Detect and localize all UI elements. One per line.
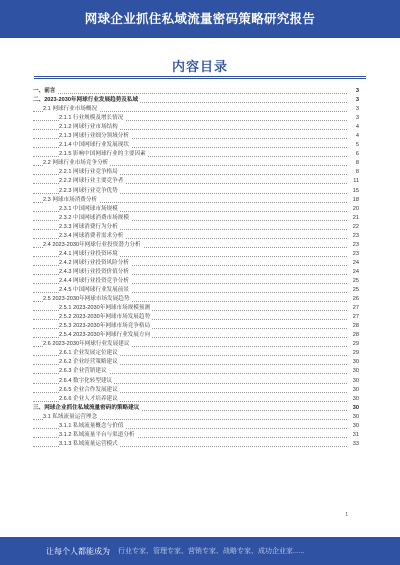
toc-entry-text: 2.1.4 中国网球行业发展现状 xyxy=(59,142,129,149)
toc-entry-page: 23 xyxy=(352,232,359,239)
toc-entry-page: 24 xyxy=(352,268,359,275)
toc-entry-text: 三、网球企业抓住私域流量密码的策略建议 xyxy=(33,404,140,411)
toc-entry-text: 2.5.3 2023-2030年网球市场竞争格局 xyxy=(59,323,151,330)
toc-entry-page: 30 xyxy=(352,377,359,384)
toc-entry[interactable] xyxy=(33,150,359,159)
toc-entry-text: 2.4.4 网球行业投资竞争分析 xyxy=(59,277,129,284)
toc-entry-page: 3 xyxy=(355,115,359,122)
toc-entry-page: 5 xyxy=(355,142,359,149)
toc-entry-text: 2.6.2 企业经营策略建议 xyxy=(59,359,118,366)
toc-entry-page: 31 xyxy=(352,431,359,438)
table-of-contents xyxy=(33,87,359,449)
toc-entry[interactable] xyxy=(33,340,359,349)
toc-entry-text: 2.5.4 2023-2030年网球行业发展方向 xyxy=(59,332,151,339)
toc-entry-text: 2.1.3 网球行业细分领域分析 xyxy=(59,133,129,140)
toc-entry-page: 30 xyxy=(352,359,359,366)
toc-entry-text: 2.3.2 中国网球消费市场规模 xyxy=(59,214,129,221)
toc-entry[interactable] xyxy=(33,123,359,132)
toc-entry-page: 29 xyxy=(352,341,359,348)
toc-entry-text: 2.6.3 企业营销建议 xyxy=(59,368,107,375)
toc-entry[interactable] xyxy=(33,313,359,322)
toc-entry-page: 20 xyxy=(352,205,359,212)
toc-entry-text: 2.4.2 网球行业投资风险分析 xyxy=(59,259,129,266)
toc-entry-text: 2.6.4 数字化转型建议 xyxy=(59,377,113,384)
toc-entry[interactable] xyxy=(33,96,359,105)
toc-entry-text: 2.4.5 中国网球行业发展前景 xyxy=(59,287,129,294)
toc-entry[interactable] xyxy=(33,358,359,367)
toc-entry-page: 30 xyxy=(352,422,359,429)
toc-entry[interactable] xyxy=(33,105,359,114)
toc-entry-page: 30 xyxy=(352,386,359,393)
toc-entry[interactable] xyxy=(33,377,359,386)
toc-entry-text: 二、2023-2030年网球行业发展趋势及私域 xyxy=(33,97,139,104)
toc-entry[interactable] xyxy=(33,87,359,96)
toc-entry-page: 30 xyxy=(352,413,359,420)
toc-entry[interactable] xyxy=(33,268,359,277)
toc-entry[interactable] xyxy=(33,431,359,440)
toc-entry[interactable] xyxy=(33,331,359,340)
toc-entry-page: 3 xyxy=(355,106,359,113)
toc-entry-page: 8 xyxy=(355,160,359,167)
dot-leader xyxy=(33,87,347,94)
toc-entry-page: 8 xyxy=(355,169,359,176)
toc-entry[interactable] xyxy=(33,168,359,177)
toc-entry-text: 2.1.5 影响中国网球行业的主要因素 xyxy=(59,151,146,158)
toc-entry-text: 2.2.3 网球行业竞争优势 xyxy=(59,187,118,194)
toc-entry-page: 25 xyxy=(352,287,359,294)
toc-entry-text: 2.4.1 网球行业投资环境 xyxy=(59,250,118,257)
toc-entry-page: 28 xyxy=(352,332,359,339)
toc-entry-page: 23 xyxy=(352,250,359,257)
toc-entry[interactable] xyxy=(33,295,359,304)
toc-entry-text: 一、前言 xyxy=(33,88,56,94)
toc-entry-page: 24 xyxy=(352,259,359,266)
toc-entry-page: 26 xyxy=(352,296,359,303)
toc-entry[interactable] xyxy=(33,132,359,141)
toc-entry[interactable] xyxy=(33,413,359,422)
toc-entry-text: 3.1.1 私域流量概念与价值 xyxy=(59,422,124,429)
toc-entry[interactable] xyxy=(33,250,359,259)
toc-entry-page: 33 xyxy=(352,440,359,447)
toc-entry[interactable] xyxy=(33,277,359,286)
heading-divider xyxy=(34,76,366,77)
toc-entry-text: 2.6.5 企业合作发展建议 xyxy=(59,386,118,393)
toc-entry[interactable] xyxy=(33,114,359,123)
toc-entry[interactable] xyxy=(33,214,359,223)
toc-entry[interactable] xyxy=(33,304,359,313)
toc-entry-text: 2.3.1 中国网球市场规模 xyxy=(59,205,118,212)
toc-entry-text: 2.1.2 网球行业市场结构 xyxy=(59,124,118,131)
toc-entry-text: 3.1.3 私域流量运营模式 xyxy=(59,440,118,447)
toc-entry-page: 28 xyxy=(352,323,359,330)
page-number: 1 xyxy=(345,512,348,518)
toc-entry-page: 18 xyxy=(352,196,359,203)
toc-entry[interactable] xyxy=(33,177,359,186)
toc-entry-page: 30 xyxy=(352,395,359,402)
toc-entry[interactable] xyxy=(33,187,359,196)
toc-entry[interactable] xyxy=(33,422,359,431)
toc-entry[interactable] xyxy=(33,141,359,150)
toc-entry-text: 2.6 2023-2030年网球行业发展建议 xyxy=(43,341,130,348)
toc-entry[interactable] xyxy=(33,440,359,449)
toc-entry[interactable] xyxy=(33,349,359,358)
toc-entry[interactable] xyxy=(33,232,359,241)
toc-entry-text: 2.4 2023-2030年网球行业投资潜力分析 xyxy=(43,241,141,248)
toc-entry-text: 2.5.1 2023-2030年网球市场规模预测 xyxy=(59,305,151,312)
toc-entry-page: 30 xyxy=(352,404,359,411)
toc-entry[interactable] xyxy=(33,223,359,232)
toc-entry[interactable] xyxy=(33,196,359,205)
toc-entry-page: 4 xyxy=(355,133,359,140)
toc-entry-text: 2.6.1 企业发展定位建议 xyxy=(59,350,118,357)
toc-entry[interactable] xyxy=(33,241,359,250)
toc-entry-text: 2.5.2 2023-2030年网球市场发展趋势 xyxy=(59,314,151,321)
toc-entry-text: 2.3.3 网球消费行为分析 xyxy=(59,223,118,230)
toc-entry-page: 21 xyxy=(352,214,359,221)
toc-entry-page: 29 xyxy=(352,350,359,357)
footer-tagline: 行业专家、管理专家、营销专家、战略专家、成功企业家...... xyxy=(118,548,305,555)
toc-entry-page: 27 xyxy=(352,305,359,312)
toc-entry[interactable] xyxy=(33,322,359,331)
toc-entry[interactable] xyxy=(33,286,359,295)
toc-entry-text: 2.1.1 行业规模及增长情况 xyxy=(59,115,124,122)
toc-entry[interactable] xyxy=(33,367,359,376)
toc-entry-text: 2.3.4 网球消费者需求分析 xyxy=(59,232,124,239)
toc-entry-text: 3.1 私域流量运营理念 xyxy=(43,413,98,420)
header-banner xyxy=(0,0,400,38)
toc-entry[interactable] xyxy=(33,259,359,268)
toc-entry-text: 2.3 网球市场消费分析 xyxy=(43,196,98,203)
toc-entry[interactable] xyxy=(33,404,359,413)
footer-banner xyxy=(0,537,400,565)
toc-entry[interactable] xyxy=(33,386,359,395)
toc-entry-page: 30 xyxy=(352,368,359,375)
toc-entry-page: 15 xyxy=(352,187,359,194)
toc-entry-page: 23 xyxy=(352,241,359,248)
toc-entry-page: 3 xyxy=(355,97,359,104)
toc-entry-text: 2.1 网球行业市场概况 xyxy=(43,106,98,113)
heading-divider-secondary xyxy=(34,78,366,79)
toc-entry-text: 2.5 2023-2030年网球市场发展趋势 xyxy=(43,296,130,303)
toc-entry-text: 3.1.2 私域流量平台与渠道分析 xyxy=(59,431,135,438)
toc-entry-text: 2.2.2 网球行业主要竞争者 xyxy=(59,178,124,185)
toc-entry[interactable] xyxy=(33,395,359,404)
toc-entry-page: 3 xyxy=(355,88,359,94)
report-title: 网球企业抓住私域流量密码策略研究报告 xyxy=(84,12,316,26)
toc-entry[interactable] xyxy=(33,205,359,214)
footer-slogan: 让每个人都能成为 xyxy=(46,547,110,556)
toc-entry-text: 2.2 网球行业市场竞争分析 xyxy=(43,160,109,167)
toc-entry-text: 2.6.6 企业人才培养建议 xyxy=(59,395,118,402)
toc-entry-page: 22 xyxy=(352,223,359,230)
toc-entry-text: 2.4.3 网球行业投资价值分析 xyxy=(59,268,129,275)
toc-entry-page: 27 xyxy=(352,314,359,321)
toc-entry-page: 4 xyxy=(355,124,359,131)
toc-heading: 内容目录 xyxy=(171,59,228,74)
toc-entry-page: 11 xyxy=(353,178,359,185)
toc-entry[interactable] xyxy=(33,159,359,168)
toc-entry-page: 25 xyxy=(352,277,359,284)
toc-entry-text: 2.2.1 网球行业竞争格局 xyxy=(59,169,118,176)
toc-entry-page: 6 xyxy=(355,151,359,158)
